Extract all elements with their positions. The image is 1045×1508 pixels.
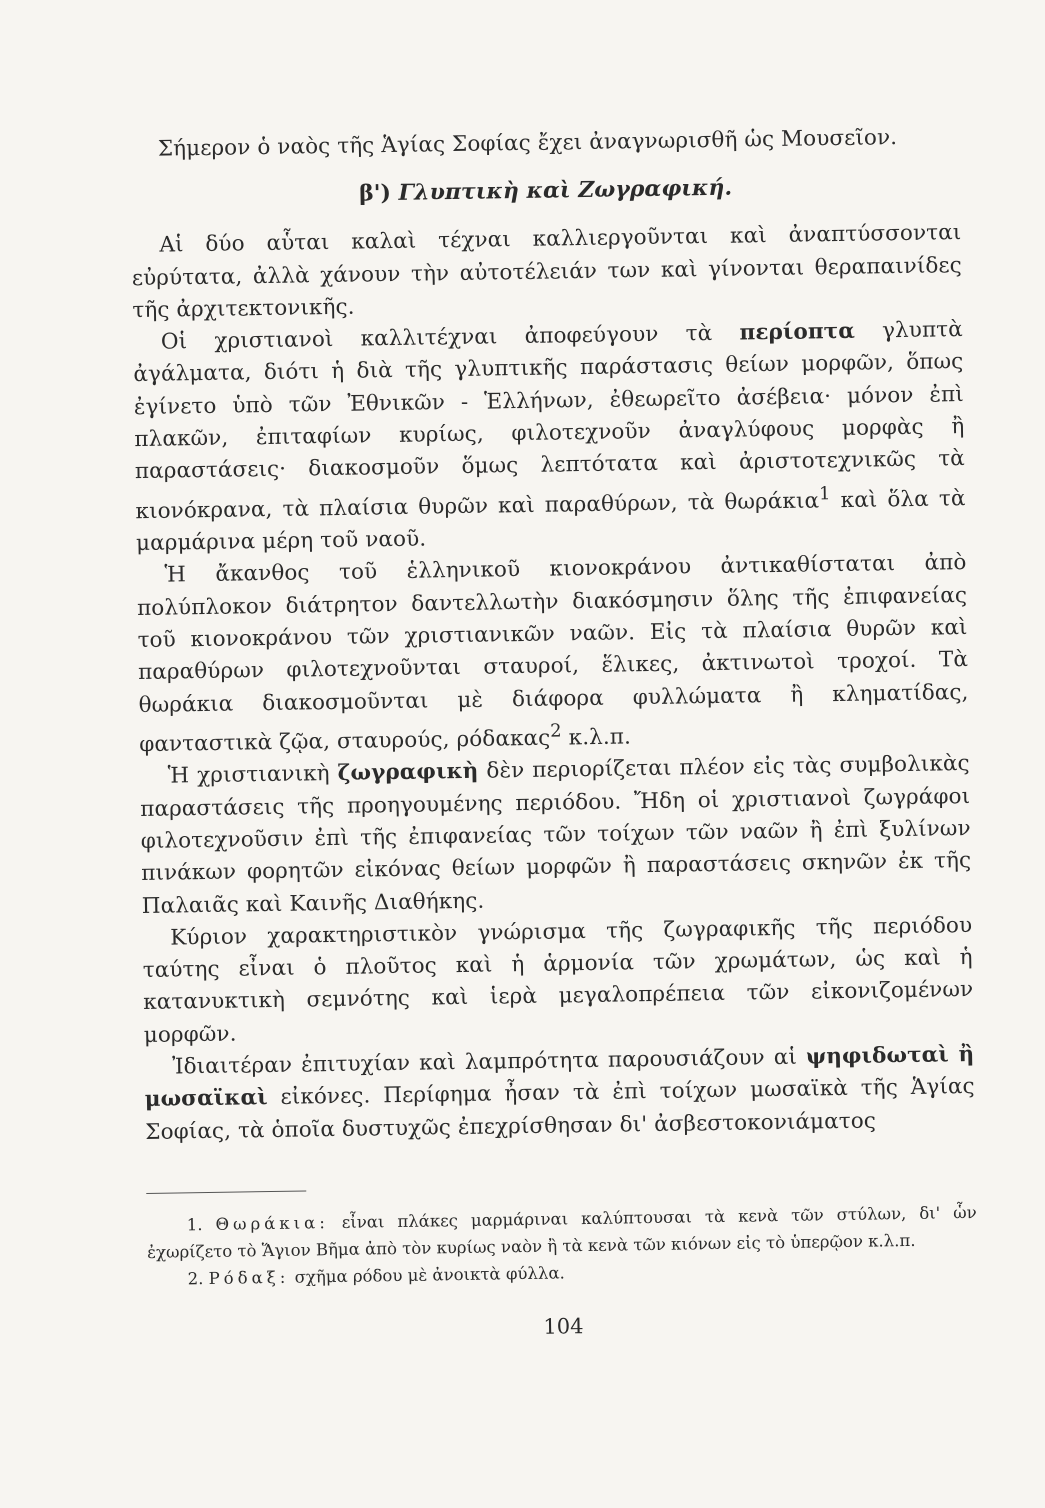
paragraph-3-text-a: Ἡ ἄκανθος τοῦ ἑλληνικοῦ κιονοκράνου ἀντικαθίσταται ἀπὸ πολύπλοκον διάτρητον δαντελλωτὴν διακόσμησιν ὅλης τῆς ἐπιφανείας τοῦ κιονοκράνου τῶν χριστιανικῶν ναῶν. Εἰς τὰ πλαίσια θυρῶν καὶ παραθύρων φιλοτεχνοῦνται σταυροί, ἕλικες, ἀκτινωτοὶ τροχοί. Τὰ θωράκια διακοσμοῦνται μὲ διάφορα φυλλώματα ἢ κληματίδας, φανταστικὰ ζῷα, σταυρούς, ρόδακας: [136, 550, 969, 758]
footnote-2-number: 2.: [187, 1269, 204, 1289]
paragraph-2-text-c: καὶ ὅλα τὰ μαρμάρινα μέρη τοῦ ναοῦ.: [135, 485, 966, 557]
footnote-1-number: 1.: [186, 1215, 203, 1235]
paragraph-4-text-a: Ἡ χριστιανικὴ: [167, 761, 330, 789]
paragraph-2: [133, 314, 967, 560]
footnote-divider: [146, 1190, 306, 1194]
section-heading: [130, 171, 960, 210]
paragraph-1: [131, 217, 962, 327]
paragraph-5-text: Κύριον χαρακτηριστικὸν γνώρισμα τῆς ζωγραφικῆς τῆς περιόδου ταύτης εἶναι ὁ πλοῦτος καὶ ἡ ἁρμονία τῶν χρωμάτων, ὡς καὶ ἡ κατανυκτικὴ σεμνότης καὶ ἱερὰ μεγαλοπρέπεια τῶν εἰκονιζομένων μορφῶν.: [142, 912, 974, 1048]
footnotes: [147, 1199, 978, 1293]
paragraph-2-text-a: Οἱ χριστιανοὶ καλλιτέχναι ἀποφεύγουν τὰ: [160, 321, 713, 355]
footnote-2-term: Ρόδαξ:: [208, 1267, 290, 1288]
footnote-1-term: Θωράκια:: [215, 1213, 329, 1234]
intro-paragraph: [130, 121, 960, 166]
footnote-1-text: εἶναι πλάκες μαρμάριναι καλύπτουσαι τὰ κενὰ τῶν στύλων, δι' ὧν ἐχωρίζετο τὸ Ἅγιον Βῆμα ἀπὸ τὸν κυρίως ναὸν ἢ τὰ κενὰ τῶν κιόνων εἰς τὸ ὑπερῷον κ.λ.π.: [147, 1202, 977, 1262]
paragraph-4-text-b: δὲν περιορίζεται πλέον εἰς τὰς συμβολικὰς παραστάσεις τῆς προηγουμένης περιόδου. Ἤδη οἱ χριστιανοὶ ζωγράφοι φιλοτεχνοῦσιν ἐπὶ τῆς ἐπιφανείας τῶν τοίχων τῶν ναῶν ἢ ἐπὶ ξυλίνων πινάκων φορητῶν εἰκόνας θείων μορφῶν ἢ παραστάσεις σκηνῶν ἐκ τῆς Παλαιᾶς καὶ Καινῆς Διαθήκης.: [140, 751, 972, 919]
footnote-2-text: σχῆμα ρόδου μὲ ἀνοικτὰ φύλλα.: [294, 1263, 565, 1287]
paragraph-4-bold-term: ζωγραφικὴ: [337, 759, 479, 787]
section-marker: β'): [358, 180, 392, 207]
paragraph-4: [139, 748, 971, 923]
paragraph-6-bold-term: ψηφιδωταὶ ἢ μωσαϊκαὶ: [144, 1041, 975, 1113]
footnote-ref-2: 2: [549, 720, 562, 742]
footnote-ref-1: 1: [818, 482, 831, 505]
paragraph-6: [144, 1039, 975, 1149]
paragraph-1-text: Αἱ δύο αὗται καλαὶ τέχναι καλλιεργοῦνται καὶ ἀναπτύσσονται εὐρύτατα, ἀλλὰ χάνουν τὴν αὐτοτέλειάν των καὶ γίνονται θεραπαινίδες τῆς ἀρχιτεκτονικῆς.: [131, 220, 962, 323]
intro-text: Σήμερον ὁ ναὸς τῆς Ἁγίας Σοφίας ἔχει ἀναγνωρισθῆ ὡς Μουσεῖον.: [157, 125, 898, 162]
paragraph-3-text-b: κ.λ.π.: [568, 724, 632, 751]
page-number: 104: [543, 1314, 584, 1339]
paragraph-5: [142, 910, 974, 1052]
paragraph-6-text-a: Ἰδιαιτέραν ἐπιτυχίαν καὶ λαμπρότητα παρουσιάζουν αἱ: [172, 1044, 798, 1080]
paragraph-2-text-b: γλυπτὰ ἀγάλματα, διότι ἡ διὰ τῆς γλυπτικῆς παράστασις θείων μορφῶν, ὅπως ἐγίνετο ὑπὸ τῶν Ἐθνικῶν - Ἑλλήνων, ἐθεωρεῖτο ἀσέβεια· μόνον ἐπὶ πλακῶν, ἐπιταφίων κυρίως, φιλοτεχνοῦν ἀναγλύφους μορφὰς ἢ παραστάσεις· διακοσμοῦν ὅμως λεπτότατα καὶ ἀριστοτεχνικῶς τὰ κιονόκρανα, τὰ πλαίσια θυρῶν καὶ παραθύρων, τὰ θωράκια: [133, 317, 966, 524]
section-title: Γλυπτικὴ καὶ Ζωγραφική.: [398, 174, 733, 207]
paragraph-3: [136, 547, 969, 761]
paragraph-2-bold-term: περίοπτα: [739, 318, 856, 346]
paragraph-6-text-b: εἰκόνες. Περίφημα ἦσαν τὰ ἐπὶ τοίχων μωσαϊκὰ τῆς Ἁγίας Σοφίας, τὰ ὁποῖα δυστυχῶς ἐπεχρίσθησαν δι' ἀσβεστοκονιάματος: [145, 1074, 975, 1145]
